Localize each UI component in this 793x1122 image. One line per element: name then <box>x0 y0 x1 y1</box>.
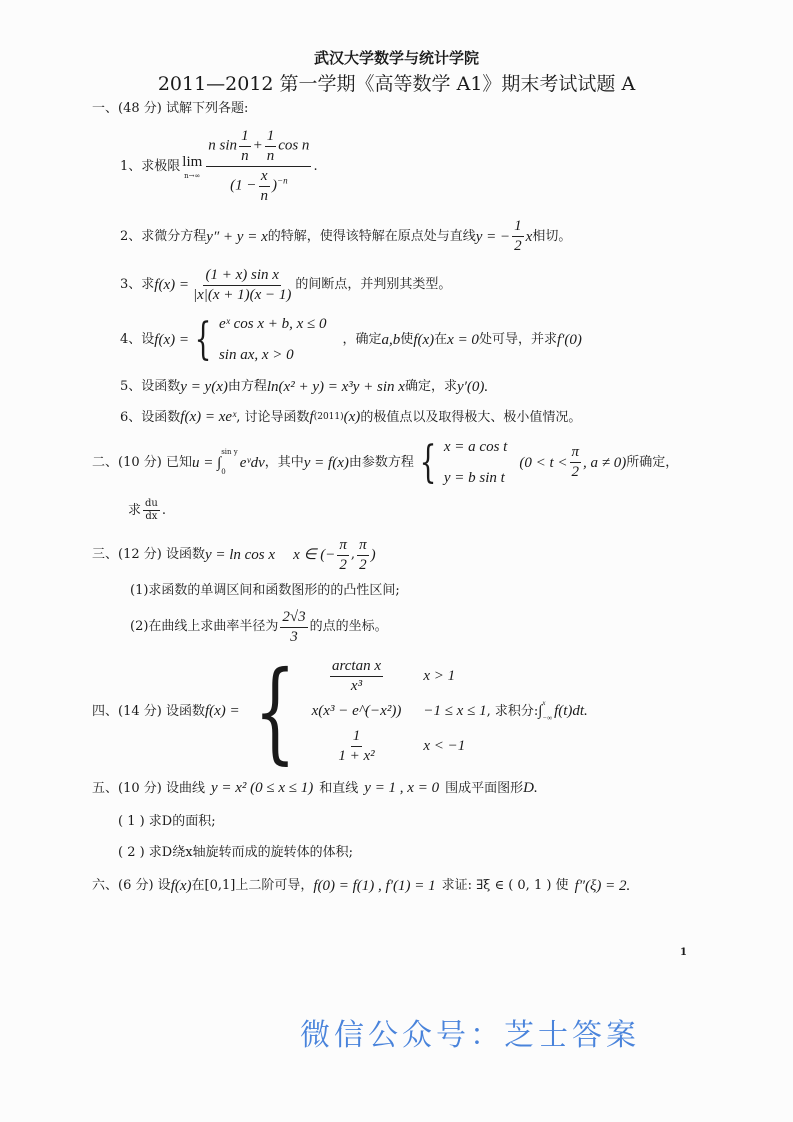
section-3-part-1: (1)求函数的单调区间和函数图形的的凸性区间; <box>130 583 400 599</box>
f: n <box>260 187 269 204</box>
section-5 <box>92 778 793 798</box>
t: (2)在曲线上求曲率半径为 <box>130 619 279 635</box>
f: 1 <box>351 727 363 747</box>
t: , 求积分: <box>486 703 539 719</box>
f: 2 <box>514 238 522 255</box>
t: 二、(10 分) 已知 <box>92 454 192 470</box>
f: n <box>241 148 249 165</box>
t: 5、设函数 <box>120 379 181 395</box>
f: π <box>570 443 582 463</box>
f: x³ <box>350 678 363 695</box>
section-6 <box>92 876 793 896</box>
eq: f(x) = <box>154 277 189 294</box>
eq: f(x) = <box>154 331 189 348</box>
f: 1 <box>265 127 277 147</box>
question-1-5 <box>120 377 793 397</box>
f: 3 <box>290 628 298 645</box>
question-1-2 <box>120 217 793 256</box>
lim: lim <box>182 153 203 170</box>
f: 2 <box>571 464 579 481</box>
t: 五、(10 分) 设曲线 <box>92 780 205 796</box>
t: 的极值点以及取得极大、极小值情况。 <box>360 409 582 425</box>
hi: x <box>542 698 546 707</box>
t: 4、设 <box>120 331 155 347</box>
eq: f(t)dt. <box>554 703 588 720</box>
f: du <box>143 498 160 512</box>
f: arctan x <box>330 657 383 677</box>
section-2-ask <box>128 498 793 524</box>
cos: cos n <box>278 138 310 155</box>
eq: y = ln cos x <box>204 547 276 564</box>
t: 四、(14 分) 设函数 <box>92 703 205 719</box>
section-5-part-2: ( 2 ) 求D绕x轴旋转而成的旋转体的体积; <box>118 845 353 861</box>
t: 三、(12 分) 设函数 <box>92 547 205 563</box>
t: 围成平面图形 <box>445 780 524 796</box>
question-1-4 <box>120 314 793 365</box>
lo: −∞ <box>542 714 553 723</box>
f: π <box>337 536 349 556</box>
t: . <box>161 503 166 519</box>
eq: (x) <box>343 409 361 426</box>
f: dx <box>145 511 158 523</box>
eq: eᵛdv <box>239 454 265 471</box>
f: 2 <box>359 556 367 573</box>
school-name: 武汉大学数学与统计学院 <box>313 49 479 67</box>
t: 由参数方程 <box>348 454 414 470</box>
t: 2、求微分方程 <box>120 228 207 244</box>
hi: sin y <box>221 448 238 457</box>
exp: −n <box>277 175 288 186</box>
eq: f(x) <box>413 331 435 348</box>
t: 由方程 <box>227 379 267 395</box>
t: 的点的坐标。 <box>309 619 388 635</box>
t: 确定，求 <box>404 379 457 395</box>
sup: (2011) <box>313 412 344 423</box>
t: 处可导，并求 <box>478 331 557 347</box>
f: 1 <box>239 127 251 147</box>
eq: f(x) <box>170 877 192 894</box>
section-3-part-2 <box>130 608 793 647</box>
question-1-1 <box>120 127 793 205</box>
eq: x = 0 <box>447 331 479 348</box>
t: 和直线 <box>319 780 359 796</box>
t: 6、设函数 <box>120 409 181 425</box>
eq: x ∈ (− <box>293 547 336 564</box>
plus: + <box>252 138 263 155</box>
t: 的间断点，并判别其类型。 <box>295 277 452 293</box>
section-1-heading: 一、(48 分) 试解下列各题: <box>92 100 249 116</box>
f: 2√3 <box>280 608 307 628</box>
eq: f(0) = f(1) , f′(1) = 1 <box>313 877 436 894</box>
t: , 讨论导函数 <box>236 409 310 425</box>
den: ) <box>272 177 278 194</box>
t: 的特解，使得该特解在原点处与直线 <box>267 228 476 244</box>
eq: y = x² (0 ≤ x ≤ 1) <box>210 780 314 797</box>
eq: , a ≠ 0) <box>583 454 627 471</box>
q-label: 1、求极限 <box>120 158 181 174</box>
t: 在[0,1]上二阶可导， <box>191 878 314 894</box>
t: 在 <box>434 331 448 347</box>
eq: u = ∫ <box>191 454 222 471</box>
eq: y = y(x) <box>180 378 228 395</box>
t: 求 <box>128 503 142 519</box>
t: 所确定， <box>626 454 679 470</box>
f: 1 <box>512 217 524 237</box>
t: 六、(6 分) 设 <box>92 878 171 894</box>
t: 使 <box>400 331 414 347</box>
num: n sin <box>208 138 238 155</box>
f: 2 <box>339 556 347 573</box>
section-4 <box>92 647 793 776</box>
eq: D. <box>523 780 538 797</box>
f: π <box>357 536 369 556</box>
eq: y = − <box>475 228 511 245</box>
eq: f(x) = xeˣ <box>180 409 237 426</box>
cond: −1 ≤ x ≤ 1 <box>423 703 487 720</box>
den: |x|(x + 1)(x − 1) <box>192 286 292 303</box>
eq: a,b <box>381 331 401 348</box>
section-5-part-1: ( 1 ) 求D的面积; <box>118 813 216 829</box>
brace-icon: { <box>419 436 437 488</box>
num: (1 + x) sin x <box>203 266 280 286</box>
eq: y″ + y = x <box>206 228 268 245</box>
eq: y′(0). <box>456 378 489 395</box>
section-3 <box>92 536 793 575</box>
f: 1 + x² <box>338 747 375 764</box>
eq: x <box>525 228 533 245</box>
eq: ∫ <box>538 703 543 720</box>
brace-icon: { <box>253 647 296 776</box>
eq: ) <box>370 547 376 564</box>
question-1-6 <box>120 407 793 427</box>
eq: ln(x² + y) = x³y + sin x <box>266 378 405 395</box>
watermark: 微信公众号：芝士答案 <box>300 1018 640 1053</box>
cond: x > 1 <box>423 668 456 685</box>
case: x(x³ − e^(−x²)) <box>311 703 402 720</box>
question-1-3 <box>120 266 793 305</box>
lim-sub: n→∞ <box>184 171 201 180</box>
t: 求证: ∃ξ ∈ ( 0, 1 ) 使 <box>441 878 569 894</box>
eq: f <box>309 409 314 426</box>
f: n <box>266 148 275 165</box>
lo: 0 <box>221 467 226 476</box>
t: , <box>350 547 356 563</box>
t: 相切。 <box>532 228 572 244</box>
page-number: 1 <box>680 947 687 959</box>
den: (1 − <box>230 177 257 194</box>
case: eˣ cos x + b, x ≤ 0 <box>218 316 327 333</box>
period: . <box>313 158 318 174</box>
eq: y = 1 , x = 0 <box>364 780 440 797</box>
case: sin ax, x > 0 <box>218 346 294 363</box>
t: ，确定 <box>342 331 382 347</box>
eq: f′(0) <box>556 331 582 348</box>
exam-title: 2011—2012 第一学期《高等数学 A1》期末考试试题 A <box>157 73 636 96</box>
case: x = a cos t <box>443 439 508 456</box>
t: 3、求 <box>120 277 155 293</box>
eq: (0 < t < <box>519 454 568 471</box>
cond: x < −1 <box>423 738 466 755</box>
case: y = b sin t <box>443 469 505 486</box>
f: x <box>259 167 270 187</box>
section-2 <box>92 437 793 488</box>
eq: y = f(x) <box>303 454 349 471</box>
eq: f(x) = <box>204 703 240 720</box>
brace-icon: { <box>194 313 212 365</box>
t: ，其中 <box>264 454 304 470</box>
eq: f″(ξ) = 2. <box>574 877 631 894</box>
